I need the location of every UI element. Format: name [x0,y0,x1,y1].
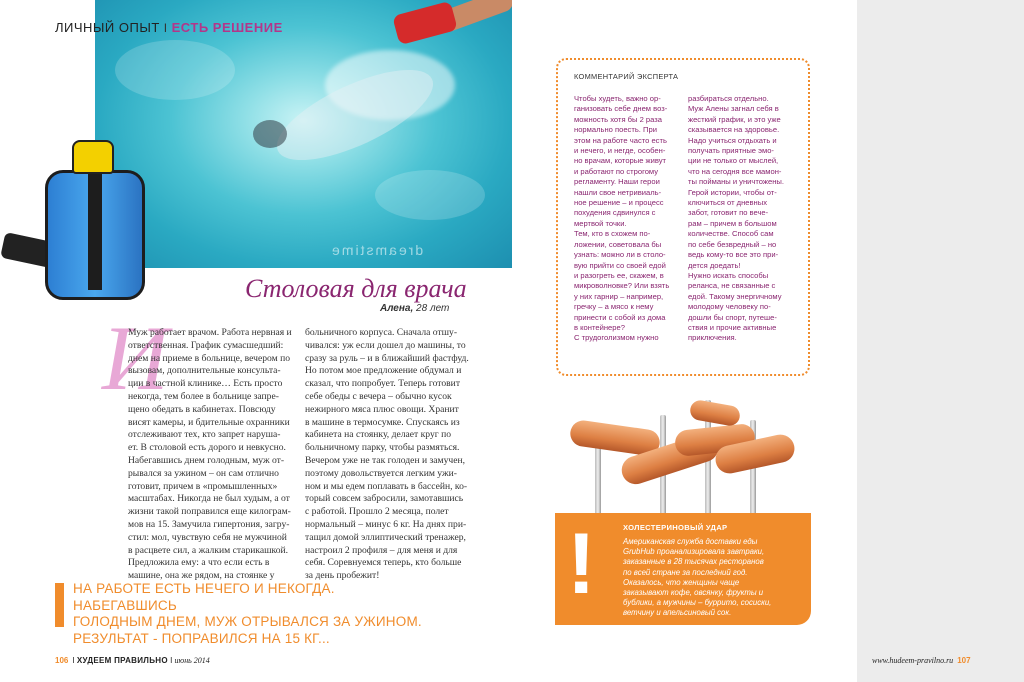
text-line: но врачам, которые живут [574,156,667,166]
text-line: этом на работе часто есть [574,135,667,145]
text-line: Вечером уже не так голоден и замучен, [305,454,466,466]
text-line: ГОЛОДНЫМ ДНЕМ, МУЖ ОТРЫВАЛСЯ ЗА УЖИНОМ. [73,614,422,629]
text-line: ганизовать себе днем воз- [574,104,668,114]
text-line: масштабах. Никогда не был худым, а от [128,493,290,505]
byline [380,303,449,314]
thermos-bag-image [0,140,160,310]
text-line: вую прийти со своей едой [574,260,666,270]
text-line: нормально поесть. При [574,125,657,135]
text-line: некогда, тем более в больнице запре- [128,390,279,402]
text-line: получать приятные эмо- [688,146,774,156]
text-line: НА РАБОТЕ ЕСТЬ НЕЧЕГО И НЕКОГДА. НАБЕГАВШИСЬ [73,581,335,613]
text-line: можность хотя бы 2 раза [574,114,662,124]
text-line: ное решение – и процесс [574,198,664,208]
text-line: мертвой точки. [574,218,627,228]
text-line: сказывается на здоровье. [688,125,780,135]
text-line: реланса, не связанные с [688,281,776,291]
drop-cap: И [102,307,169,409]
text-line: Тем, кто в схожем по- [574,229,651,239]
section-header [55,20,283,35]
text-line: сказал, что попробует. Теперь готовит [305,378,461,390]
text-line: дошли бы спорт, путеше- [688,312,777,322]
text-line: настроил 2 профиля – для меня и для [305,544,458,556]
text-line: стил: мол, чувствую себя не мужчиной [128,531,287,543]
text-line: ложении, советовала бы [574,239,662,249]
text-line: Американская служба доставки еды [623,537,758,546]
cholesterol-text [623,537,803,619]
text-line: Муж Алены загнал себя в [688,104,779,114]
text-line: С трудоголизмом нужно [574,333,659,343]
text-line: регламенту. Наши герои [574,177,660,187]
page-number-right: 107 [957,656,971,665]
header-separator: I [163,21,168,35]
text-line: больничного корпуса. Сначала отшу- [305,327,458,338]
text-line: по всей стране за последний год. [623,567,748,577]
text-line: похудения сдвинулся с [574,208,656,218]
text-line: нежирного мяса плюс овощи. Хранит [305,403,459,415]
text-line: ции в частной клинике… Есть просто [128,378,283,390]
text-line: нормальный – минус 6 кг. На днях при- [305,518,467,530]
sausages-on-forks-image [565,385,800,515]
page-number-left: 106 [55,656,69,665]
text-line: Оказалось, что женщины чаще [623,577,740,587]
text-line: рывался за ужином – он сам отлично [128,467,279,479]
text-line: себя. Соревнуемся теперь, кто больше [305,557,462,569]
pull-quote-bar [55,583,64,627]
text-line: гречку – а мясо к нему [574,302,654,312]
text-line: узнать: можно ли в столо- [574,250,666,260]
text-line: ответственная. График сумасшедший: [128,339,284,351]
text-line: у них гарнир – например, [574,291,664,301]
text-line: едой. Такому энергичному [688,291,782,301]
text-line: жизни такой поправился еще килограм- [128,506,291,518]
gray-margin [857,0,1024,682]
text-line: что на сегодня все мамон- [688,166,782,176]
text-line: Но потом мое предложение обдумал и [305,365,462,377]
text-line: по себе безвредный – но [688,239,777,249]
exclamation-icon: ! [567,516,596,612]
author-name: Алена, [380,303,414,314]
text-line: Герой истории, чтобы от- [688,187,777,197]
cholesterol-info-box [555,513,811,625]
text-line: РЕЗУЛЬТАТ - ПОПРАВИЛСЯ НА 15 КГ... [73,630,330,646]
text-line: ведь кому-то все это при- [688,250,779,260]
article-column-2 [305,327,477,583]
expert-column-2 [688,94,804,344]
text-line: больничному парку, чтобы размяться. [305,442,460,454]
text-line: поэтому довольствуется легким ужи- [305,467,457,479]
text-line: Надо учиться отдыхать и [688,135,777,145]
sausage [689,399,742,427]
text-line: Чтобы худеть, важно ор- [574,94,661,103]
text-line: ты пойманы и уничтожены. [688,177,784,187]
text-line: щено обедать в кабинетах. Повсюду [128,403,276,415]
text-line: днем на приеме в больнице, вечером по [128,352,291,364]
text-line: за день пробежит! [305,570,380,582]
cholesterol-title: ХОЛЕСТЕРИНОВЫЙ УДАР [623,523,728,532]
text-line: торый совсем забросили, замотавшись [305,493,464,505]
footer-separator: I [72,656,75,665]
website-url: www.hudeem-pravilno.ru [872,656,954,665]
article-title: Столовая для врача [245,274,467,303]
text-line: заказанные в 28 тысячах ресторанов [623,557,764,567]
author-age: 28 лет [416,303,450,314]
text-line: с работой. Прошло 2 месяца, полет [305,506,449,518]
text-line: сразу за руль – и в ближайший фастфуд. [305,352,469,364]
text-line: тащил домой эллиптический тренажер, [305,531,466,543]
text-line: чивался: уж если дошел до машины, то [305,339,466,351]
pull-quote [73,581,433,647]
text-line: ствия и прочие активные [688,322,777,332]
text-line: себе обеды с вечера – обычно кусок [305,390,452,402]
text-line: мов на 15. Замучила гипертония, загру- [128,518,290,530]
swimmer-sleeve [392,1,458,46]
text-line: нашли свое нетривиаль- [574,187,662,197]
text-line: в контейнере? [574,322,625,332]
text-line: рам – причем в большом [688,218,777,228]
footer-separator: I [170,656,173,665]
text-line: дется доедать! [688,260,741,270]
subsection-name: ЕСТЬ РЕШЕНИЕ [171,20,283,35]
text-line: вызовам, дополнительные консульта- [128,365,281,377]
text-line: ветчину и апельсиновый сок. [623,608,732,618]
text-line: ет. В столовой есть дорого и невкусно. [128,442,286,454]
text-line: и нечего, и негде, особен- [574,146,666,156]
text-line: готовит, причем в «промышленных» [128,480,278,492]
text-line: количестве. Способ сам [688,229,774,239]
text-line: GrubHub проанализировала завтраки, [623,547,765,557]
text-line: кабинета на стоянку, делает круг по [305,429,452,441]
water-ripple [115,40,235,100]
text-line: в машине в термосумке. Спускаясь из [305,416,460,428]
text-line: ключиться от дневных [688,198,767,208]
text-line: отслеживают тех, кто запрет наруша- [128,429,281,441]
text-line: машине, она же рядом, на стоянке у [128,570,275,582]
text-line: микроволновке? Или взять [574,281,670,291]
magazine-name: ХУДЕЕМ ПРАВИЛЬНО [76,656,168,665]
text-line: молодому человеку по- [688,302,771,312]
text-line: забот, готовит по вече- [688,208,769,218]
text-line: Предложила ему: а что если есть в [128,557,270,569]
article-column-1 [128,327,298,583]
bag-cap [72,140,114,174]
expert-comment-box [556,58,810,376]
text-line: Муж работает врачом. Работа нервная и [128,327,292,338]
text-line: бублики, а мужчины – буррито, сосиски, [623,598,772,608]
section-name: ЛИЧНЫЙ ОПЫТ [55,20,160,35]
text-line: Нужно искать способы [688,270,769,280]
issue-date: июнь 2014 [174,656,210,665]
text-line: Набегавшись днем голодным, муж от- [128,454,285,466]
text-line: разбираться отдельно. [688,94,769,103]
text-line: принести с собой из дома [574,312,666,322]
text-line: висят камеры, и бдительные охранники [128,416,290,428]
footer-left [55,656,210,665]
text-line: в расцвете сил, а жалким старикашкой. [128,544,289,556]
footer-right [872,656,971,665]
text-line: ном и мы едем поплавать в бассейн, ко- [305,480,468,492]
text-line: заказывают кофе, овсянку, фрукты и [623,588,764,598]
expert-column-1 [574,94,684,344]
text-line: ции не только от мыслей, [688,156,779,166]
text-line: приключения. [688,333,737,343]
expert-comment-title: КОММЕНТАРИЙ ЭКСПЕРТА [574,72,679,81]
water-ripple [375,170,485,220]
text-line: и разогреть ее, скажем, в [574,270,664,280]
text-line: жесткий график, и это уже [688,114,781,124]
swimmer-head [253,120,287,148]
photo-watermark: dreamstime [330,242,424,258]
bag-band [88,170,102,290]
text-line: и работают по строгому [574,166,659,176]
